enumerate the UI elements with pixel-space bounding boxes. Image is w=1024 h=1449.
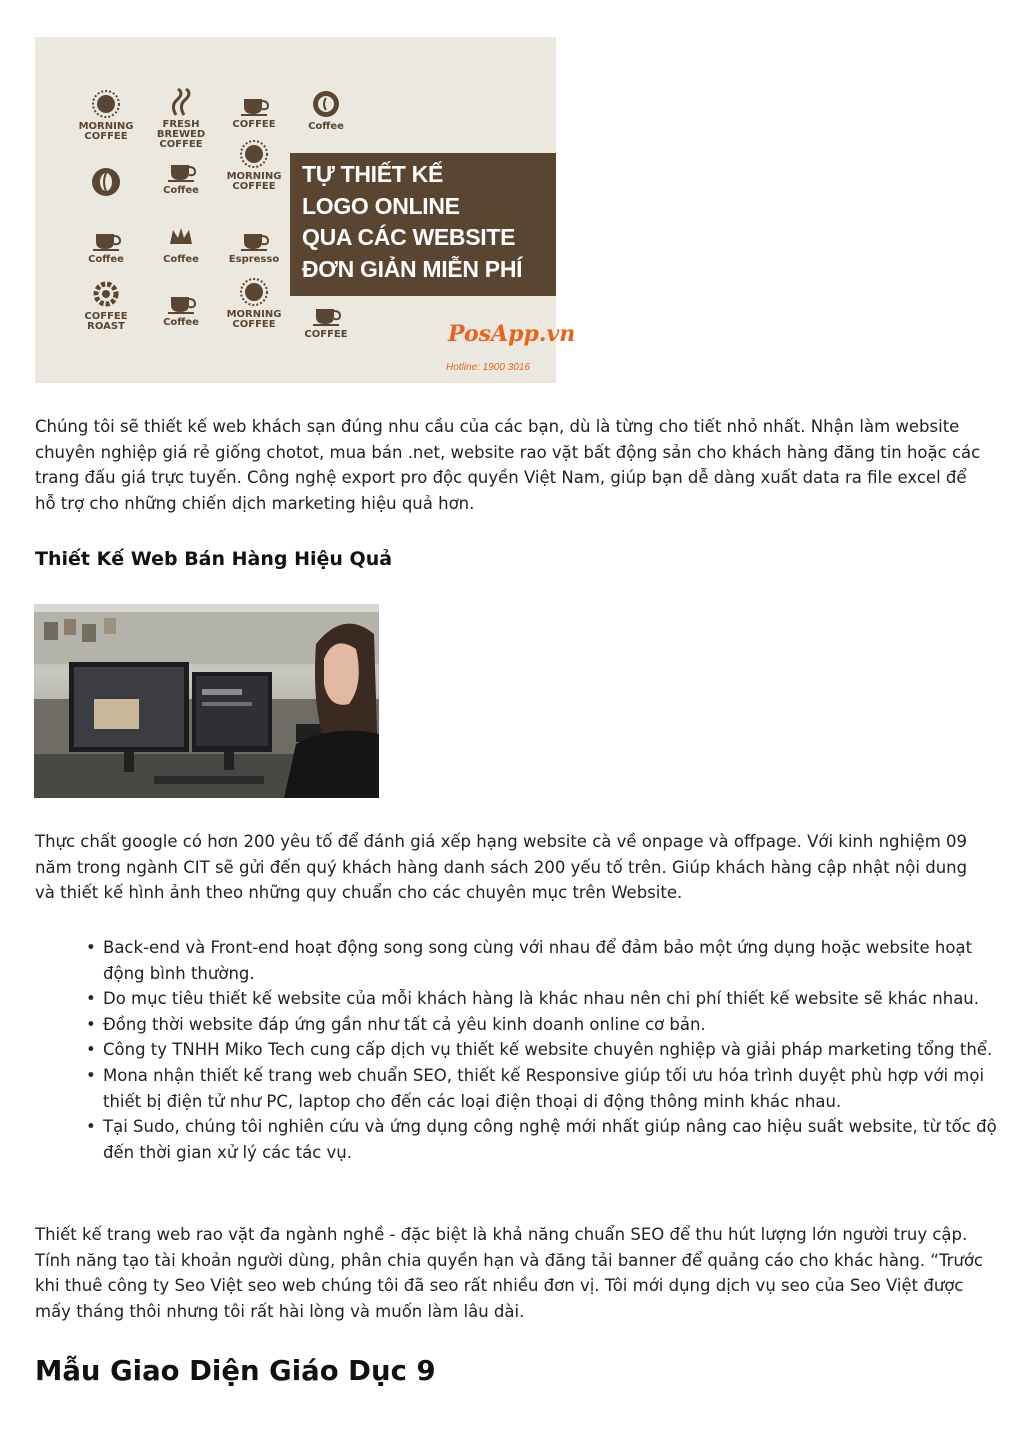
coffee-logo: [150, 285, 212, 328]
coffee-logo: [295, 297, 357, 340]
coffee-bean-icon: [91, 167, 121, 197]
cup-icon: [91, 222, 121, 252]
coffee-logo-label: Coffee: [163, 185, 199, 196]
sunburst-icon: [91, 89, 121, 119]
intro-paragraph: Chúng tôi sẽ thiết kế web khách sạn đúng nhu cầu của các bạn, dù là từng cho tiết nhỏ nhất. Nhận làm website chuyên nghiệp giá rẻ giống chotot, mua bán .net, website rao vặt bất động sản cho khách hàng đăng tin hoặc các trang đấu giá trực tuyến. Công nghệ export pro độc quyền Việt Nam, giúp bạn dễ dàng xuất data ra file excel để hỗ trợ cho những chiến dịch marketing hiệu quả hơn.: [35, 417, 981, 513]
list-item: • Đồng thời website đáp ứng gần như tất cả yêu kinh doanh online cơ bản.: [103, 1012, 1013, 1038]
cup-icon: [239, 222, 269, 252]
coffee-logo: [150, 222, 212, 265]
office-photo-illustration: [34, 604, 379, 798]
coffee-logo-label: Coffee: [88, 254, 124, 265]
coffee-logo: [223, 222, 285, 265]
banner-headline-line: LOGO ONLINE: [302, 192, 460, 219]
section-heading: Thiết Kế Web Bán Hàng Hiệu Quả: [35, 548, 393, 570]
coffee-logo: [75, 89, 137, 142]
coffee-logo-label: Espresso: [228, 254, 280, 265]
gear-icon: [91, 279, 121, 309]
brand-logo-text: PosApp.vn: [448, 321, 576, 347]
coffee-logo-label: MORNING COFFEE: [226, 171, 282, 192]
coffee-logo-label: FRESH BREWED COFFEE: [156, 119, 206, 150]
coffee-logo: [223, 87, 285, 130]
list-item: • Back-end và Front-end hoạt động song song cùng với nhau để đảm bảo một ứng dụng hoặc website hoạt động bình thường.: [103, 935, 1013, 986]
coffee-logo-label: COFFEE ROAST: [84, 311, 128, 332]
coffee-logo-label: COFFEE: [232, 119, 276, 130]
hotline-text: Hotline: 1900 3016: [446, 362, 530, 373]
coffee-logo-label: Coffee: [163, 317, 199, 328]
banner-headline-line: ĐƠN GIẢN MIỄN PHÍ: [302, 255, 523, 282]
crown-icon: [166, 222, 196, 252]
coffee-logo: [75, 222, 137, 265]
cup-icon: [166, 153, 196, 183]
steam-icon: [166, 87, 196, 117]
body-paragraph-2: Thiết kế trang web rao vặt đa ngành nghề - đặc biệt là khả năng chuẩn SEO để thu hút lượng lớn người truy cập. Tính năng tạo tài khoản người dùng, phân chia quyền hạn và đăng tải banner để quảng cáo cho khác hàng. “Trước khi thuê công ty Seo Việt seo web chúng tôi đã seo rất nhiều đơn vị. Tôi mới dụng dịch vụ seo của Seo Việt được mấy tháng thôi nhưng tôi rất hài lòng và muốn làm lâu dài.: [35, 1225, 984, 1321]
coffee-logo: [150, 153, 212, 196]
badge-icon: [311, 89, 341, 119]
bullet-list: [80, 935, 1013, 1165]
coffee-logo: [150, 87, 212, 150]
list-item: • Tại Sudo, chúng tôi nghiên cứu và ứng dụng công nghệ mới nhất giúp nâng cao hiệu suất website, từ tốc độ đến thời gian xử lý các tác vụ.: [103, 1114, 1013, 1165]
banner-headline-line: TỰ THIẾT KẾ: [302, 161, 444, 187]
coffee-logo: [223, 139, 285, 192]
coffee-logo-label: MORNING COFFEE: [226, 309, 282, 330]
coffee-logo-banner-image: [35, 37, 576, 383]
list-item: • Mona nhận thiết kế trang web chuẩn SEO, thiết kế Responsive giúp tối ưu hóa trình duyệt phù hợp với mọi thiết bị điện tử như PC, laptop cho đến các loại điện thoại di động thông minh khác nhau.: [103, 1063, 1013, 1114]
coffee-logo-label: COFFEE: [304, 329, 348, 340]
list-item: • Do mục tiêu thiết kế website của mỗi khách hàng là khác nhau nên chi phí thiết kế website sẽ khác nhau.: [103, 986, 1013, 1012]
cup-icon: [311, 297, 341, 327]
coffee-logo: [75, 279, 137, 332]
cup-icon: [239, 87, 269, 117]
sunburst-icon: [239, 139, 269, 169]
banner-headline-box: [290, 153, 556, 296]
section-heading-2: Mẫu Giao Diện Giáo Dục 9: [35, 1355, 436, 1387]
coffee-logo-label: MORNING COFFEE: [78, 121, 134, 142]
banner-headline-line: QUA CÁC WEBSITE: [302, 224, 516, 250]
coffee-logo: [295, 89, 357, 132]
sunburst-icon: [239, 277, 269, 307]
coffee-logo: [75, 167, 137, 200]
body-paragraph: Thực chất google có hơn 200 yêu tố để đánh giá xếp hạng website cà về onpage và offpage. Với kinh nghiệm 09 năm trong ngành CIT sẽ gửi đến quý khách hàng danh sách 200 yếu tố trên. Giúp khách hàng cập nhật nội dung và thiết kế hình ảnh theo những quy chuẩn cho các chuyên mục trên Website.: [35, 832, 968, 903]
list-item: • Công ty TNHH Miko Tech cung cấp dịch vụ thiết kế website chuyên nghiệp và giải pháp marketing tổng thể.: [103, 1037, 1013, 1063]
office-photo: [34, 604, 379, 798]
cup-icon: [166, 285, 196, 315]
coffee-logo: [223, 277, 285, 330]
coffee-logo-label: Coffee: [308, 121, 344, 132]
coffee-logo-label: Coffee: [163, 254, 199, 265]
